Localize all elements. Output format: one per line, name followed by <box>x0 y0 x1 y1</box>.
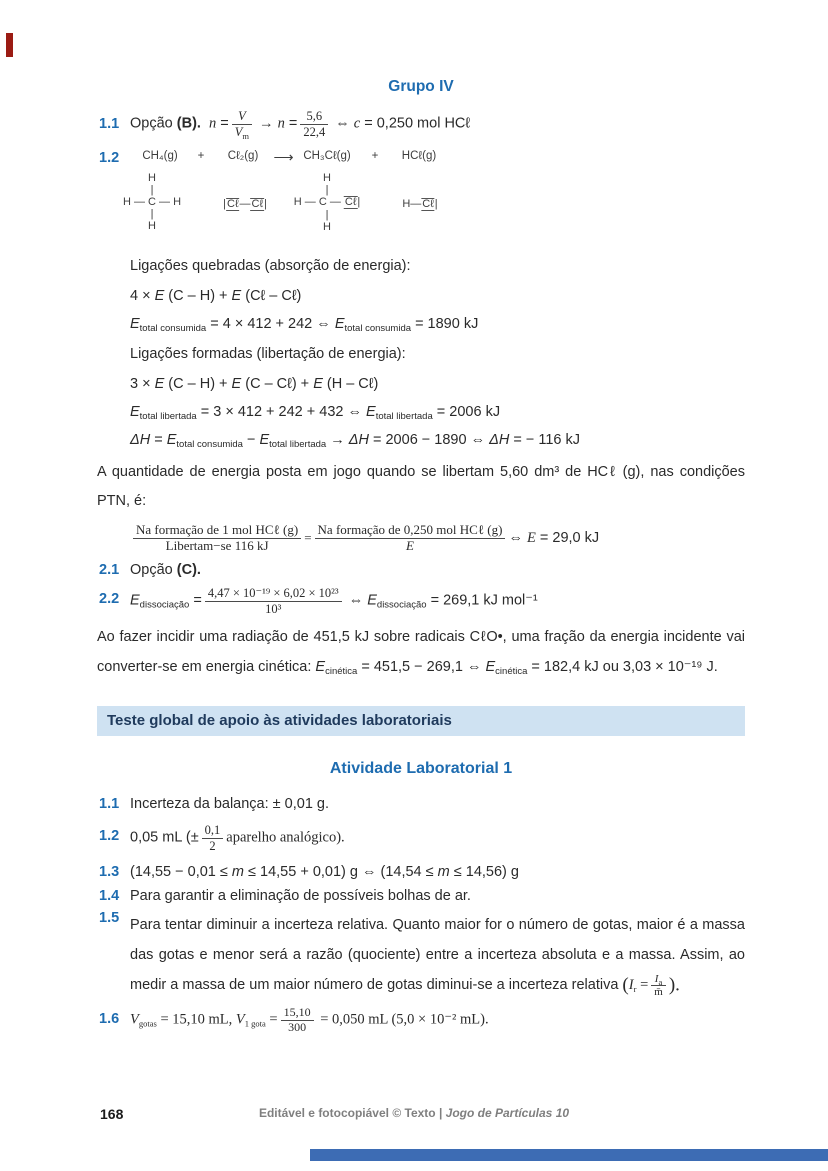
formula-ch4: CH₄(g) <box>142 150 178 162</box>
item-2-2 <box>97 580 745 622</box>
text: Ao fazer incidir uma radiação de 451,5 kJ sobre radicais CℓO•, uma fração da energia incidente vai converter-se em energia cinética: <box>97 629 745 675</box>
subscript: total libertada <box>375 411 433 422</box>
frac-num: 4,47 × 10⁻¹⁹ × 6,02 × 10²³ <box>205 586 342 601</box>
iff-arrow: ⇔ <box>335 115 350 132</box>
result: = 269,1 kJ mol⁻¹ <box>430 592 538 609</box>
bond-horizontal: — <box>410 198 422 210</box>
subscript: total consumida <box>139 323 207 334</box>
red-edge-mark <box>6 33 13 57</box>
fraction <box>281 1006 314 1035</box>
atom-h: H <box>323 221 331 233</box>
frac-num: 5,6 <box>300 109 328 124</box>
var-e: E <box>315 659 326 675</box>
footer-credit-text: Editável e fotocopiável © Texto | <box>258 1106 443 1120</box>
text: Para tentar diminuir a incerteza relativa. Quanto maior for o número de gotas, maior é a massa das gotas e menor será a razão (quociente) entre a incerteza absoluta e a massa. Assim, ao medir a massa de um maior número de gotas diminui-se a incerteza relativa <box>130 917 745 993</box>
answer-text: Para garantir a eliminação de possíveis bolhas de ar. <box>130 888 471 904</box>
frac-num: Na formação de 1 mol HCℓ (g) <box>133 523 301 539</box>
atom-h: H <box>148 220 156 232</box>
chemical-equation <box>122 149 745 244</box>
equals: = <box>154 432 163 448</box>
frac-den: m̄ <box>654 986 663 999</box>
var-e: E <box>154 288 165 304</box>
item-number: 1.6 <box>99 1010 120 1027</box>
page-number: 168 <box>100 1106 124 1122</box>
expression: = 3 × 412 + 242 + 432 ⇔ <box>200 404 362 420</box>
var-e: E <box>367 592 377 609</box>
var-v: V <box>130 1012 139 1028</box>
iff-arrow: ⇔ <box>348 592 364 609</box>
fraction <box>651 973 666 999</box>
var-c: c <box>353 115 361 132</box>
enthalpy-line <box>130 430 745 450</box>
bond-horizontal: — <box>159 196 171 208</box>
fraction <box>300 109 328 139</box>
item-2-1 <box>97 560 745 580</box>
bottom-blue-bar <box>310 1149 828 1161</box>
dissociation-equation <box>130 586 538 616</box>
bond-term: (C – H) + <box>168 376 228 392</box>
lewis-hcl <box>402 198 437 211</box>
fraction <box>202 823 224 853</box>
conclusion <box>508 530 599 547</box>
var-n: n <box>277 115 285 132</box>
result: = 182,4 kJ ou 3,03 × 10⁻¹⁹ J. <box>531 659 718 675</box>
formula-ch3cl: CH₃Cℓ(g) <box>303 150 351 162</box>
inline-math <box>622 972 680 999</box>
subscript: a <box>658 976 663 987</box>
lab-item-1-6 <box>97 1001 745 1041</box>
coefficient: 4 × <box>130 288 151 304</box>
atom-cl: Cℓ <box>251 198 263 210</box>
answer-text <box>130 1006 489 1035</box>
equals: = <box>288 115 298 132</box>
fraction <box>232 109 252 139</box>
lewis-methane <box>123 172 181 232</box>
group-title: Grupo IV <box>388 78 454 95</box>
energy-released-line <box>130 402 745 422</box>
var-v: V <box>235 1012 245 1028</box>
proportion-equation <box>130 516 745 560</box>
result: = − 116 kJ <box>513 432 580 448</box>
arrow: → <box>330 432 345 448</box>
option-label: Opção <box>130 562 173 578</box>
item-number: 2.2 <box>99 591 120 607</box>
lone-pair-bar: | <box>264 198 267 210</box>
text-serif: aparelho analógico). <box>226 829 345 846</box>
var-i: I <box>628 977 634 993</box>
expression: = 2006 − 1890 ⇔ <box>373 432 486 448</box>
item-number: 1.2 <box>99 828 120 844</box>
broken-bonds-title: Ligações quebradas (absorção de energia): <box>130 258 411 274</box>
atom-c: C <box>148 196 156 208</box>
formula-hcl: HCℓ(g) <box>401 150 437 162</box>
atom-h: H <box>148 172 156 184</box>
frac-num: Na formação de 0,250 mol HCℓ (g) <box>315 523 506 539</box>
subscript: cinética <box>325 666 358 677</box>
frac-num: 0,1 <box>202 823 224 838</box>
radiation-paragraph <box>97 622 745 682</box>
answer-paragraph <box>130 910 745 1001</box>
result: = 1890 kJ <box>415 316 479 332</box>
delta-h: ΔH <box>348 432 369 448</box>
reaction-arrow: ⟶ <box>273 149 293 165</box>
subscript: total libertada <box>269 439 327 450</box>
lone-pair-bar: | <box>223 198 226 210</box>
bond-vertical: | <box>150 208 154 220</box>
var-e: E <box>166 432 177 448</box>
atom-h: H <box>402 198 411 210</box>
answer-text <box>130 823 345 853</box>
open-paren: ( <box>622 974 629 996</box>
option-label: Opção <box>130 115 173 132</box>
result: = 29,0 kJ <box>539 529 600 546</box>
bond-vertical: | <box>325 184 329 196</box>
frac-den: E <box>406 537 414 553</box>
frac-num: V <box>238 109 246 124</box>
equals: = <box>640 977 649 993</box>
equals: = <box>193 592 202 609</box>
item-number: 1.1 <box>99 116 120 132</box>
subscript: 1 gota <box>244 1019 266 1029</box>
option-text <box>130 109 470 139</box>
page-footer <box>0 1106 828 1126</box>
footer-credit <box>0 1106 828 1120</box>
var-e: E <box>130 404 140 420</box>
atom-h: H <box>293 196 302 208</box>
quantity-paragraph: A quantidade de energia posta em jogo quando se libertam 5,60 dm³ de HCℓ (g), nas condições PTN, é: <box>97 464 745 509</box>
formed-bonds-title: Ligações formadas (libertação de energia): <box>130 346 406 362</box>
item-number: 1.3 <box>99 864 120 880</box>
equals: = <box>220 115 229 132</box>
delta-h: ΔH <box>489 432 510 448</box>
section-banner: Teste global de apoio às atividades laboratoriais <box>97 706 745 736</box>
expression: = 451,5 − 269,1 ⇔ <box>361 659 482 675</box>
subscript: dissociação <box>139 599 190 611</box>
item-number: 1.1 <box>99 796 120 812</box>
broken-bonds-expression <box>130 286 745 306</box>
text: ≤ 14,56) g <box>453 864 519 880</box>
var-e: E <box>334 316 345 332</box>
lone-pair-bar: | <box>357 196 361 208</box>
var-e: E <box>130 592 140 609</box>
page-content <box>97 0 745 1041</box>
frac-num: 15,10 <box>281 1006 314 1021</box>
subscript: r <box>633 984 637 994</box>
result: = 2006 kJ <box>436 404 501 420</box>
bond-horizontal: — <box>329 196 341 208</box>
frac-den: V <box>234 124 243 139</box>
minus: − <box>246 432 256 448</box>
lone-pair-bar: | <box>434 198 438 210</box>
footer-book-title: Jogo de Partículas 10 <box>445 1106 570 1120</box>
frac-den: 300 <box>288 1020 307 1035</box>
bond-horizontal: — <box>304 196 316 208</box>
formed-bonds-expression <box>130 374 745 394</box>
atom-h: H <box>173 196 182 208</box>
option-choice: (B). <box>176 115 201 132</box>
arrow: → <box>259 115 274 132</box>
frac-den-sub: m <box>242 130 250 141</box>
plus-sign: + <box>197 150 205 162</box>
text: ≤ 14,55 + 0,01) g ⇔ (14,54 ≤ <box>248 864 434 880</box>
var-m: m <box>231 864 244 880</box>
var-e: E <box>231 288 242 304</box>
equals: = <box>269 1012 278 1028</box>
var-m: m <box>437 864 450 880</box>
var-e: E <box>130 316 140 332</box>
var-e: E <box>485 659 496 675</box>
coefficient: 3 × <box>130 376 151 392</box>
bond-vertical: | <box>325 209 329 221</box>
fraction <box>315 523 506 554</box>
close-paren: ). <box>668 974 680 996</box>
var-e: E <box>313 376 323 392</box>
text: 0,05 mL (± <box>130 829 199 846</box>
item-number: 1.2 <box>99 150 120 166</box>
lab-item-1-5 <box>97 910 745 1001</box>
bond-horizontal: — <box>133 196 145 208</box>
var-e: E <box>259 432 270 448</box>
atom-h: H <box>323 172 331 184</box>
subscript: total consumida <box>344 323 412 334</box>
bond-term: (C – H) + <box>168 288 228 304</box>
item-number: 2.1 <box>99 562 120 578</box>
lab-item-1-4 <box>97 886 745 906</box>
fraction <box>133 523 301 554</box>
item-1-1 <box>97 104 745 144</box>
bond-vertical: | <box>150 184 154 196</box>
var-e: E <box>154 376 165 392</box>
var-n: n <box>209 115 217 132</box>
subscript: gotas <box>138 1019 157 1029</box>
subscript: total consumida <box>176 439 243 450</box>
result: = 0,050 mL (5,0 × 10⁻² mL). <box>320 1012 489 1028</box>
var-e: E <box>231 376 242 392</box>
atom-cl: Cℓ <box>344 196 357 208</box>
subscript: cinética <box>495 666 528 677</box>
lab-item-1-2 <box>97 818 745 858</box>
iff-arrow: ⇔ <box>508 529 523 546</box>
item-number: 1.5 <box>99 910 120 926</box>
lab-item-1-1 <box>97 794 745 814</box>
lewis-ch3cl <box>294 172 361 233</box>
atom-c: C <box>318 196 327 208</box>
frac-den: 10³ <box>265 601 282 616</box>
formula-cl2: Cℓ₂(g) <box>227 150 259 162</box>
frac-num: I <box>654 972 659 985</box>
item-number: 1.4 <box>99 888 120 904</box>
bond-term: (Cℓ – Cℓ) <box>245 288 302 304</box>
option-choice: (C). <box>176 562 201 578</box>
bond-horizontal: — <box>239 198 251 210</box>
plus-sign: + <box>371 150 379 162</box>
delta-h: ΔH <box>130 432 151 448</box>
var-e: E <box>527 529 536 546</box>
equals: = <box>304 530 312 545</box>
lewis-cl2 <box>223 198 267 211</box>
frac-den: 22,4 <box>303 124 326 139</box>
atom-h: H <box>122 196 131 208</box>
var-e: E <box>366 404 376 420</box>
subscript: dissociação <box>376 599 427 611</box>
lab-activity-title: Atividade Laboratorial 1 <box>329 760 513 777</box>
answer-text: Incerteza da balança: ± 0,01 g. <box>130 796 330 812</box>
bond-term: (H – Cℓ) <box>326 376 379 392</box>
expression: = 4 × 412 + 242 ⇔ <box>210 316 331 332</box>
subscript: total libertada <box>139 411 197 422</box>
lab-item-1-3 <box>97 862 745 882</box>
atom-cl: Cℓ <box>422 198 434 210</box>
frac-den: 2 <box>209 838 216 853</box>
energy-consumed-line <box>130 314 745 334</box>
atom-cl: Cℓ <box>227 198 239 210</box>
fraction <box>205 586 342 616</box>
frac-den: Libertam−se 116 kJ <box>165 537 269 553</box>
bond-term: (C – Cℓ) + <box>245 376 310 392</box>
result-text: = 0,250 mol HCℓ <box>364 115 471 132</box>
text: = 15,10 mL, <box>160 1012 233 1028</box>
text: (14,55 − 0,01 ≤ <box>130 864 228 880</box>
